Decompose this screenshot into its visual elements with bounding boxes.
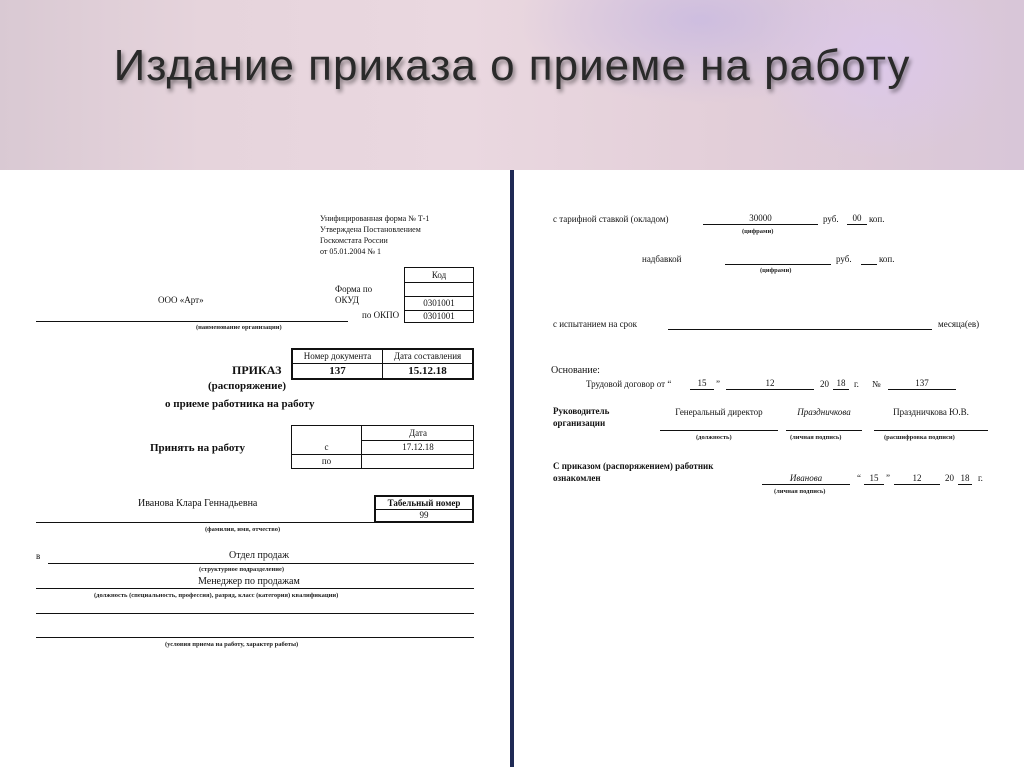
contract-label: Трудовой договор от “: [586, 379, 672, 389]
ack-quote-close: ”: [886, 473, 890, 483]
blank-line-2: [36, 637, 474, 638]
ack-label-2: ознакомлен: [553, 473, 601, 483]
date-table: [291, 425, 474, 469]
okud-label: ОКУД: [335, 295, 359, 305]
ciframi-caption: (цифрами): [742, 228, 774, 235]
department-caption: (структурное подразделение): [199, 566, 285, 573]
ack-year-prefix: 20: [945, 473, 954, 483]
title-banner: [0, 0, 1024, 170]
org-name: ООО «Арт»: [158, 295, 204, 305]
department-line: [48, 563, 474, 564]
org-line: [36, 321, 348, 322]
okpo-label: по ОКПО: [362, 310, 400, 320]
contract-year-suffix: г.: [854, 379, 859, 389]
tariff-line: [703, 224, 818, 225]
caption-decoding: (расшифровка подписи): [884, 434, 955, 441]
tab-number-header: Табельный номер: [376, 497, 472, 510]
tariff-rub: руб.: [823, 214, 839, 224]
kod-header: Код: [405, 268, 473, 283]
head-position-line: [660, 430, 778, 431]
probation-line: [668, 329, 932, 330]
ack-day: 15: [869, 473, 879, 483]
tab-number: 99: [419, 510, 429, 520]
form-header-3: Госкомстата России: [320, 236, 388, 245]
prikaz-title: ПРИКАЗ: [232, 363, 282, 377]
position-line: [36, 588, 474, 589]
order-subject: о приеме работника на работу: [165, 398, 315, 410]
doc-date-header: Дата составления: [383, 350, 472, 364]
tariff-value: 30000: [749, 213, 772, 223]
ack-signature-line: [762, 484, 850, 485]
nadbavka-line: [725, 264, 831, 265]
v-label: в: [36, 551, 41, 561]
nadbavka-rub: руб.: [836, 254, 852, 264]
kop-line: [847, 224, 867, 225]
s-label: с: [292, 441, 361, 455]
head-label-2: организации: [553, 418, 606, 428]
head-signature: Праздничкова: [797, 407, 851, 417]
page-divider: [510, 170, 514, 767]
head-decoding-line: [874, 430, 988, 431]
blank-line-1: [36, 613, 474, 614]
head-signature-line: [786, 430, 862, 431]
ack-label-1: С приказом (распоряжением) работник: [553, 461, 714, 471]
contract-day: 15: [697, 378, 707, 388]
prinyat-label: Принять на работу: [150, 442, 245, 454]
form-header-2: Утверждена Постановлением: [320, 225, 421, 234]
ack-year: 18: [960, 473, 970, 483]
okpo-value: 0301001: [423, 311, 455, 321]
nadbavka-label: надбавкой: [642, 254, 682, 264]
contract-number-line: [888, 389, 956, 390]
po-value: [361, 455, 474, 468]
probation-unit: месяца(ев): [938, 319, 980, 329]
position-caption: (должность (специальность, профессия), разряд, класс (категория) квалификации): [94, 592, 339, 599]
contract-year-prefix: 20: [820, 379, 829, 389]
position: Менеджер по продажам: [198, 576, 300, 587]
tariff-kop: коп.: [869, 214, 885, 224]
ack-year-line: [958, 484, 972, 485]
po-label: по: [321, 456, 332, 466]
head-position: Генеральный директор: [675, 407, 763, 417]
employee-name: Иванова Клара Геннадьевна: [138, 498, 258, 509]
name-caption: (фамилия, имя, отчество): [205, 526, 281, 533]
ack-month: 12: [912, 473, 922, 483]
nadbavka-kop-line: [861, 264, 877, 265]
contract-day-line: [690, 389, 714, 390]
ack-signature: Иванова: [789, 473, 823, 483]
tab-number-table: [374, 495, 474, 523]
rasporyazhenie: (распоряжение): [208, 380, 287, 392]
slide-title: Издание приказа о приеме на работу: [113, 41, 911, 90]
name-line: [36, 522, 374, 523]
tariff-kop-value: 00: [852, 213, 862, 223]
ack-quote-open: “: [857, 473, 861, 483]
contract-year-line: [833, 389, 849, 390]
tariff-label: с тарифной ставкой (окладом): [553, 214, 669, 224]
ack-year-suffix: г.: [978, 473, 983, 483]
ciframi-caption-2: (цифрами): [760, 267, 792, 274]
department: Отдел продаж: [229, 550, 289, 561]
nadbavka-kop: коп.: [879, 254, 895, 264]
forma-po-label: Форма по: [335, 284, 373, 294]
ack-day-line: [864, 484, 884, 485]
doc-table: [291, 348, 474, 380]
caption-position: (должность): [696, 434, 732, 441]
number-sign: №: [872, 379, 881, 389]
okud-value: 0301001: [405, 296, 473, 311]
probation-label: с испытанием на срок: [553, 319, 637, 329]
doc-date: 15.12.18: [408, 365, 447, 377]
contract-month: 12: [765, 378, 775, 388]
doc-number-header: Номер документа: [293, 350, 383, 364]
contract-quote: ”: [716, 379, 720, 389]
ack-caption: (личная подпись): [774, 488, 826, 495]
s-value: 17.12.18: [361, 441, 474, 455]
head-decoding: Праздничкова Ю.В.: [893, 407, 969, 417]
osnovanie-label: Основание:: [551, 365, 600, 376]
form-header-1: Унифицированная форма № Т-1: [320, 214, 430, 223]
ack-month-line: [894, 484, 940, 485]
date-header: Дата: [361, 426, 474, 441]
conditions-caption: (условия приема на работу, характер работы): [165, 641, 299, 648]
form-header-4: от 05.01.2004 № 1: [320, 247, 382, 256]
kod-box: [404, 267, 474, 323]
head-label-1: Руководитель: [553, 406, 610, 416]
contract-year: 18: [836, 378, 846, 388]
doc-number: 137: [293, 364, 383, 378]
contract-number: 137: [915, 378, 929, 388]
caption-signature: (личная подпись): [790, 434, 842, 441]
org-caption: (наименование организации): [196, 324, 282, 331]
contract-month-line: [726, 389, 814, 390]
